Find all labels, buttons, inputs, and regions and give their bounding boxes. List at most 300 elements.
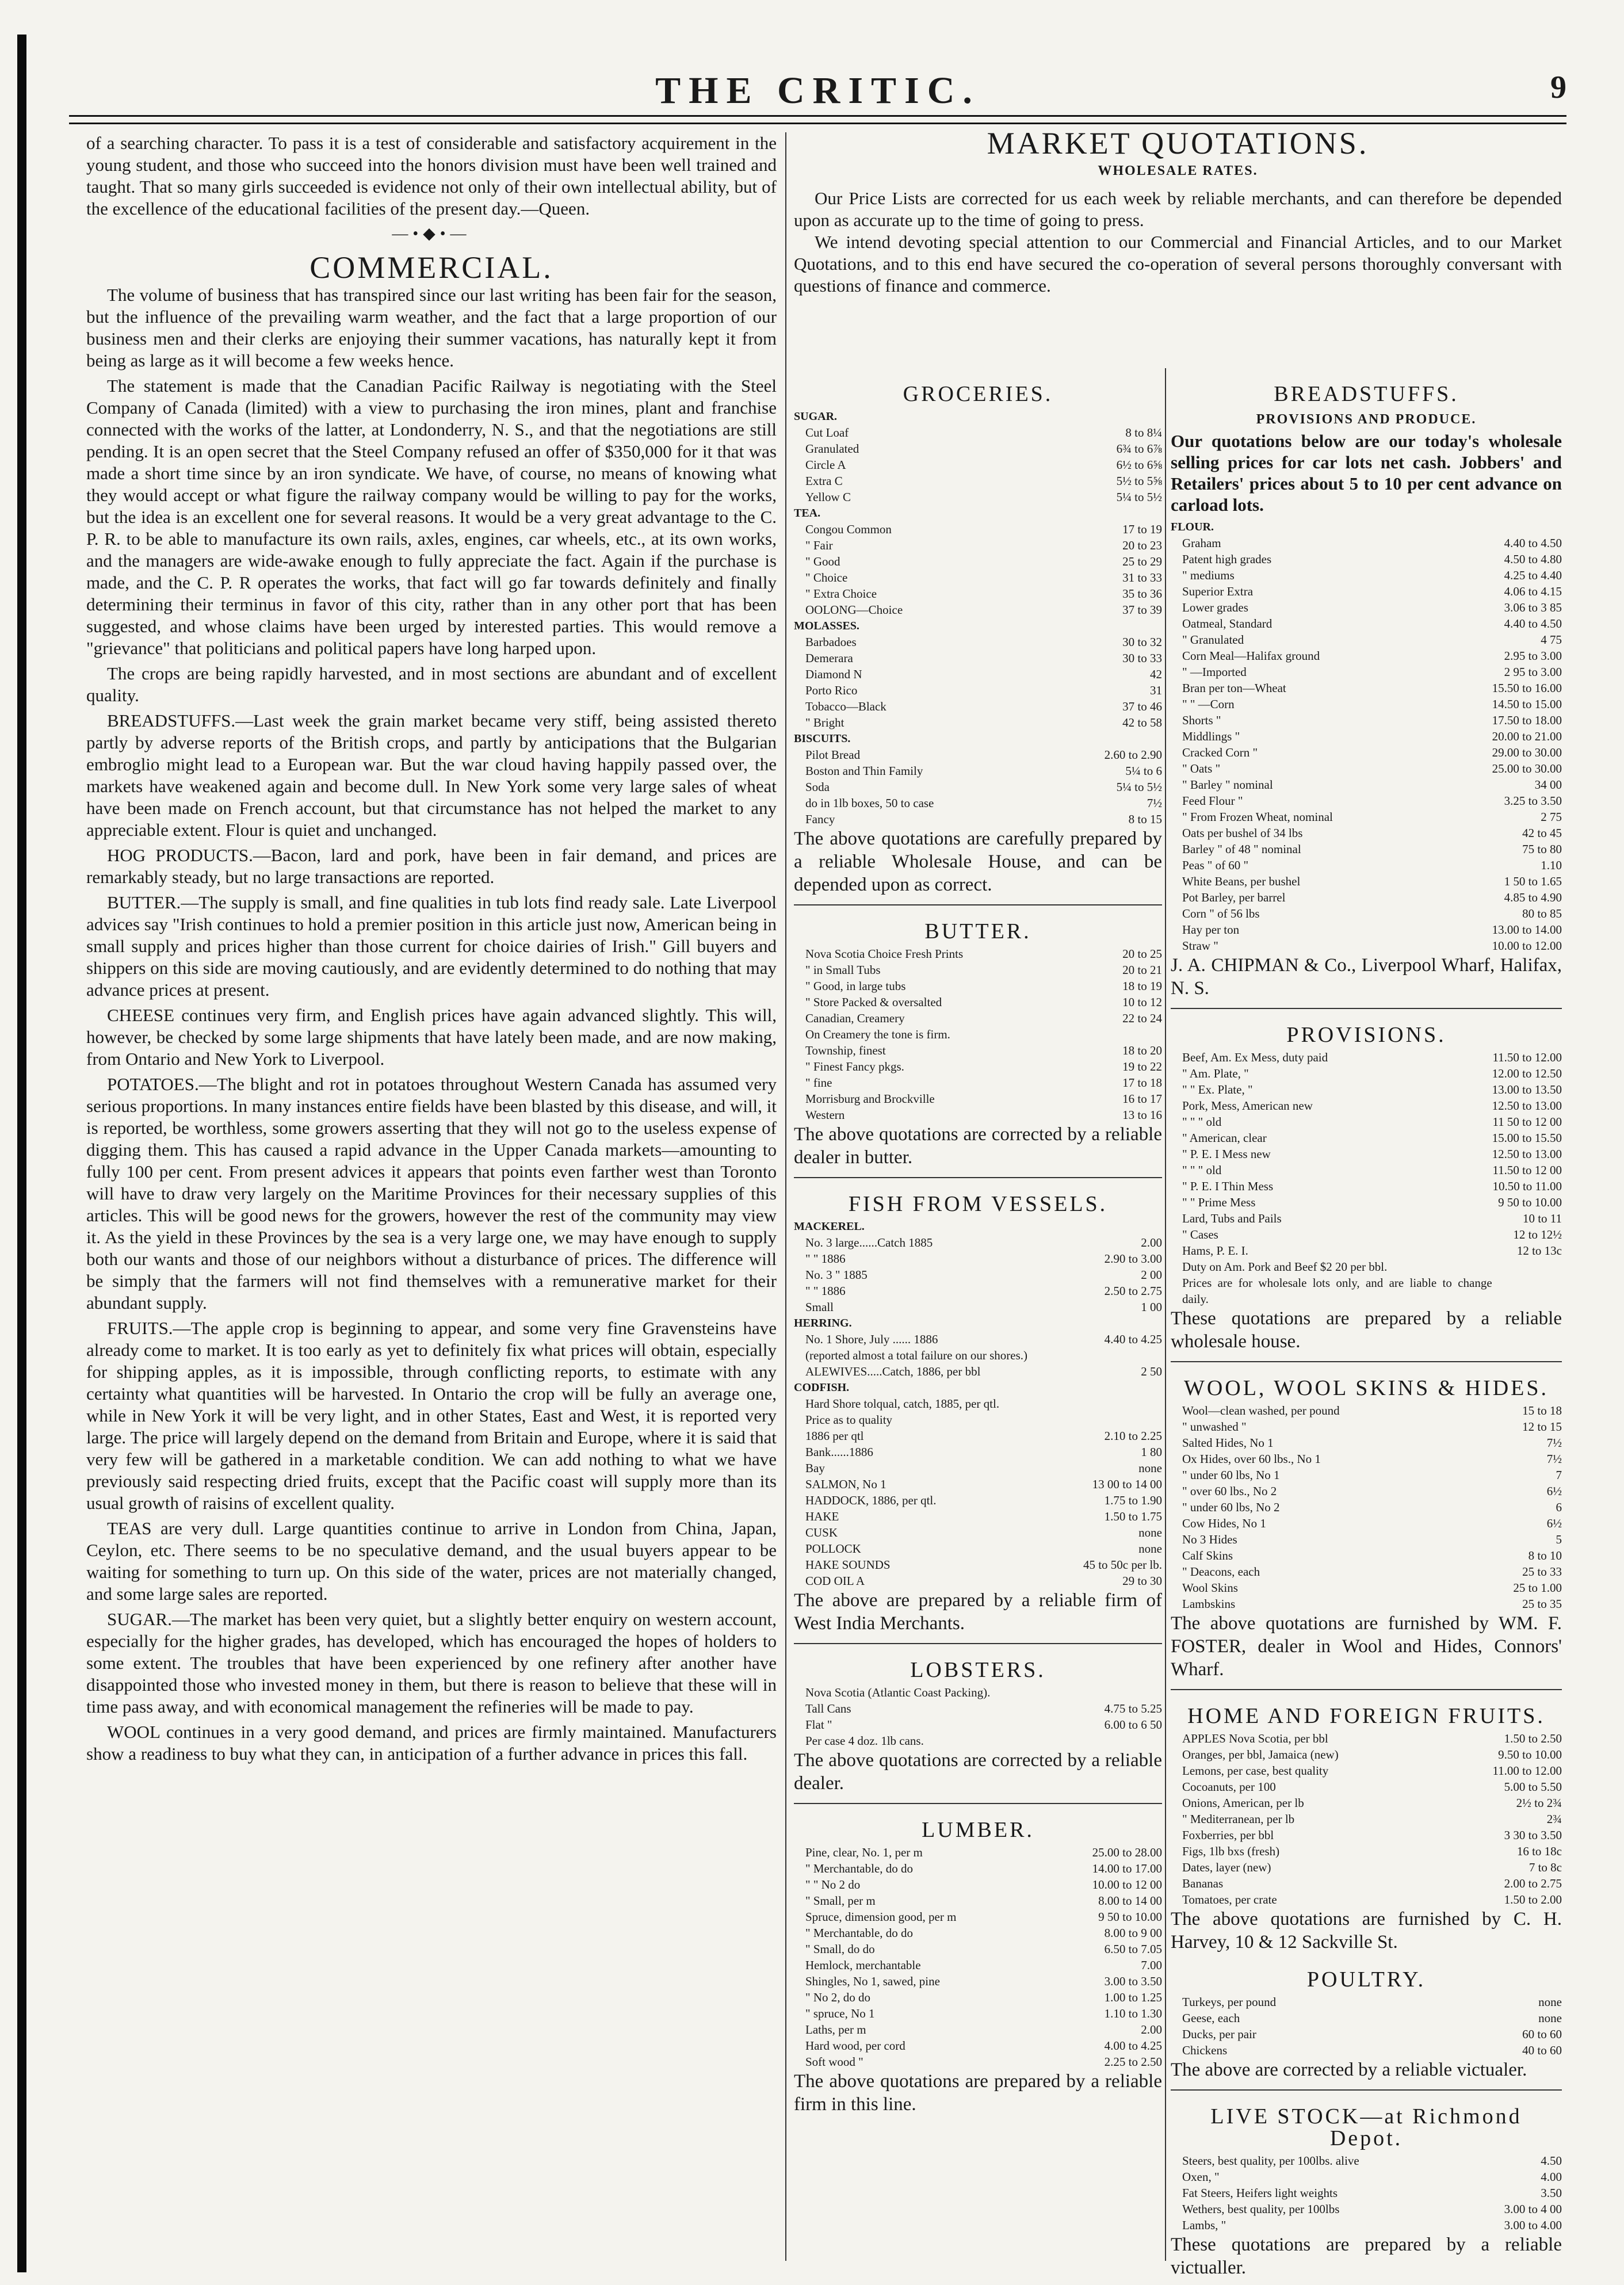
quote-item: Lambs, " <box>1182 2218 1226 2232</box>
quote-row <box>1171 1795 1562 1811</box>
quote-price: 6.50 to 7.05 <box>1104 1942 1162 1956</box>
quote-item: Prices are for wholesale lots only, and are liable to change daily. <box>1182 1276 1492 1306</box>
quote-item: " " —Corn <box>1182 697 1235 711</box>
quote-item: " Bright <box>805 716 845 729</box>
quote-price: 1.00 to 1.25 <box>1104 1990 1162 2004</box>
quote-price: 2 00 <box>1141 1268 1162 1282</box>
quote-row <box>794 682 1162 698</box>
quote-price: 4 75 <box>1541 633 1562 647</box>
quote-price: 6½ to 6⅝ <box>1116 458 1162 472</box>
provisions-table <box>1171 1049 1562 1307</box>
quote-row <box>794 1315 1162 1331</box>
quote-price: 4.00 <box>1541 2170 1562 2184</box>
lobsters-title: LOBSTERS. <box>910 1658 1046 1682</box>
market-intro-1: Our Price Lists are corrected for us each week by reliable merchants, and can therefore be depended upon as accurate up to the time of going to press. <box>794 188 1562 230</box>
quote-row <box>794 666 1162 682</box>
quote-item: Canadian, Creamery <box>805 1011 905 1025</box>
quote-price: none <box>1138 1461 1162 1475</box>
quote-item: Barbadoes <box>805 635 857 649</box>
quote-price: 34 00 <box>1534 778 1562 792</box>
quote-row <box>794 586 1162 602</box>
article-paragraph: The volume of business that has transpired since our last writing has been fair for the season, but the influence of the prevailing warm weather, and the fact that a large proportion of our business men and their clerks are enjoying their summer vacations, has naturally kept it from being as large as it will become a few weeks hence. <box>86 285 777 370</box>
quote-item: Superior Extra <box>1182 584 1254 598</box>
quote-price: 25 to 1.00 <box>1513 1581 1562 1595</box>
quote-item: Wethers, best quality, per 100lbs <box>1182 2202 1340 2216</box>
quote-row <box>794 946 1162 962</box>
quote-row <box>1171 1082 1562 1098</box>
quote-row <box>1171 1435 1562 1451</box>
quote-row <box>1171 1994 1562 2010</box>
quote-row <box>794 1299 1162 1315</box>
quote-row <box>794 1347 1162 1363</box>
quote-item: Cow Hides, No 1 <box>1182 1516 1266 1530</box>
quote-price: 8 to 8¼ <box>1125 426 1162 440</box>
quote-row <box>794 2054 1162 2070</box>
quote-item: " Small, per m <box>805 1894 876 1908</box>
quote-price: 2.00 to 2.75 <box>1504 1877 1562 1890</box>
quote-item: Steers, best quality, per 100lbs. alive <box>1182 2154 1359 2168</box>
lumber-table <box>794 1844 1162 2070</box>
quote-row <box>1171 1162 1562 1178</box>
quote-item: White Beans, per bushel <box>1182 874 1301 888</box>
quote-item: " Small, do do <box>805 1942 875 1956</box>
quote-row <box>794 698 1162 714</box>
quote-item: Peas " of 60 " <box>1182 858 1249 872</box>
page-edge <box>17 35 26 2272</box>
quote-item: Lower grades <box>1182 601 1248 614</box>
quote-price: 15.50 to 16.00 <box>1492 681 1562 695</box>
quote-price: 8.00 to 14 00 <box>1098 1894 1162 1908</box>
quote-price: 2.50 to 2.75 <box>1104 1284 1162 1298</box>
quote-price: 25.00 to 28.00 <box>1092 1845 1162 1859</box>
fruits-note: The above quotations are furnished by C. H. Harvey, 10 & 12 Sackville St. <box>1171 1909 1562 1952</box>
wool-section <box>1171 1377 1562 1681</box>
quote-price: 5¼ to 6 <box>1125 764 1162 778</box>
quote-row <box>1171 1747 1562 1763</box>
quote-item: SALMON, No 1 <box>805 1477 886 1491</box>
quote-price: 7 to 8c <box>1529 1860 1562 1874</box>
quote-price: 20.00 to 21.00 <box>1492 729 1562 743</box>
quote-price: 9 50 to 10.00 <box>1098 1910 1162 1924</box>
quote-item: ALEWIVES.....Catch, 1886, per bbl <box>805 1365 981 1378</box>
quote-item: Nova Scotia (Atlantic Coast Packing). <box>805 1686 991 1699</box>
quote-row <box>1171 1779 1562 1795</box>
quote-price: 12 to 12½ <box>1513 1228 1562 1241</box>
quote-price: none <box>1538 1995 1562 2009</box>
quote-item: No. 1 Shore, July ...... 1886 <box>805 1332 938 1346</box>
quote-item: " Mediterranean, per lb <box>1182 1812 1295 1826</box>
poultry-note: The above are corrected by a reliable victualer. <box>1171 2059 1527 2080</box>
quote-price: 2½ to 2¾ <box>1516 1796 1562 1810</box>
quote-price: 10.00 to 12.00 <box>1492 939 1562 953</box>
quote-price <box>1069 1412 1162 1428</box>
quote-row <box>794 408 1162 425</box>
quote-price: 3.25 to 3.50 <box>1504 794 1562 808</box>
article-paragraph: WOOL continues in a very good demand, and prices are firmly maintained. Manufacturers show a readiness to buy what they can, in anticipation of a further advance in prices this fall. <box>86 1722 777 1764</box>
page-number: 9 <box>1550 70 1566 105</box>
quote-item: Calf Skins <box>1182 1549 1233 1562</box>
column-rule-2 <box>1165 368 1166 2261</box>
quote-row <box>794 1460 1162 1476</box>
quote-row <box>1171 1259 1562 1275</box>
quote-item: Spruce, dimension good, per m <box>805 1910 957 1924</box>
quote-item: Granulated <box>805 442 859 456</box>
quote-item: " under 60 lbs, No 1 <box>1182 1468 1280 1482</box>
quote-row <box>794 1235 1162 1251</box>
quote-item: Duty on Am. Pork and Beef $2 20 per bbl. <box>1182 1260 1388 1274</box>
quote-price: 25.00 to 30.00 <box>1492 762 1562 775</box>
quote-item: Laths, per m <box>805 2023 866 2036</box>
quote-item: Yellow C <box>805 490 851 504</box>
quote-row <box>794 505 1162 521</box>
quote-price: 7½ <box>1147 796 1162 810</box>
quote-item: " in Small Tubs <box>805 963 881 977</box>
quote-item: Pilot Bread <box>805 748 861 762</box>
quote-item: " fine <box>805 1076 832 1090</box>
quote-item: " " 1886 <box>805 1284 846 1298</box>
quote-item: Oranges, per bbl, Jamaica (new) <box>1182 1748 1339 1761</box>
quote-item: Graham <box>1182 536 1221 550</box>
quote-item: " Extra Choice <box>805 587 877 601</box>
quote-row <box>1171 857 1562 873</box>
quote-item: Soda <box>805 780 830 794</box>
quote-price: 80 to 85 <box>1522 907 1562 920</box>
quote-item: " spruce, No 1 <box>805 2007 875 2020</box>
quote-row <box>794 779 1162 795</box>
quote-row <box>794 763 1162 779</box>
quote-row <box>794 978 1162 994</box>
quote-price <box>1054 408 1162 425</box>
quote-item: Straw " <box>1182 939 1218 953</box>
quote-item: " Am. Plate, " <box>1182 1067 1249 1080</box>
quote-row <box>794 1717 1162 1733</box>
article-paragraph: TEAS are very dull. Large quantities continue to arrive in London from China, Japan, Ceylon, etc. There seems to be no speculative demand, and the usual buyers appear to be waiting for something to turn up. On this side of the water, prices are not materially changed, and some large sales are reported. <box>86 1518 777 1604</box>
quote-row <box>794 1925 1162 1941</box>
quote-price: 11.50 to 12 00 <box>1492 1163 1562 1177</box>
lobsters-table <box>794 1684 1162 1749</box>
quote-row <box>1171 2201 1562 2217</box>
quote-price: 4.00 to 4.25 <box>1104 2039 1162 2053</box>
quote-price: 4.75 to 5.25 <box>1104 1702 1162 1715</box>
quote-row <box>794 1091 1162 1107</box>
quote-row <box>794 2038 1162 2054</box>
quote-row <box>1171 1467 1562 1483</box>
quote-item: " Good, in large tubs <box>805 979 906 993</box>
quote-row <box>794 473 1162 489</box>
quote-row <box>1171 632 1562 648</box>
quote-price: 13.00 to 14.00 <box>1492 923 1562 937</box>
quote-row <box>1171 873 1562 889</box>
quote-item: " Deacons, each <box>1182 1565 1260 1579</box>
butter-note: The above quotations are corrected by a reliable dealer in butter. <box>794 1124 1162 1168</box>
ornament: —•◆•— <box>392 225 471 243</box>
quote-row <box>1171 1811 1562 1827</box>
quote-row <box>794 1026 1162 1042</box>
quote-row <box>794 1251 1162 1267</box>
quote-item: FLOUR. <box>1171 521 1214 533</box>
quote-row <box>794 1283 1162 1299</box>
quote-row <box>794 1573 1162 1589</box>
quote-row <box>1171 793 1562 809</box>
quote-price: 7½ <box>1546 1452 1562 1466</box>
quote-price: 1 80 <box>1141 1445 1162 1459</box>
article-paragraph: BREADSTUFFS.—Last week the grain market became very stiff, being assisted thereto partly by adverse reports of the British crops, and partly by anticipations that the Bulgarian embroglio might lead to a European war. But the war cloud having happily passed over, the markets have weakened again and become dull. In New York some very large sales of wheat have been made on French account, but that circumstance has not helped the market to any appreciable extent. Flour is quiet and unchanged. <box>86 710 777 840</box>
quote-price: 6 <box>1556 1500 1562 1514</box>
quote-item: Cracked Corn " <box>1182 746 1258 759</box>
quote-row <box>794 1541 1162 1557</box>
article-paragraph: BUTTER.—The supply is small, and fine qualities in tub lots find ready sale. Late Liverpool advices say "Irish continues to hold a premier position in this article just now, American being in small supply and prices higher than those current for choice dairies of Irish." Gill buyers and shippers on this side are moving cautiously, and are evidently determined to do nothing that may advance prices at present. <box>86 892 777 1000</box>
quote-price: 20 to 23 <box>1122 538 1162 552</box>
quote-price: 6½ <box>1546 1484 1562 1498</box>
quote-item: Salted Hides, No 1 <box>1182 1436 1274 1450</box>
quote-item: Pine, clear, No. 1, per m <box>805 1845 923 1859</box>
quote-item: Tomatoes, per crate <box>1182 1893 1277 1906</box>
quote-row <box>1171 2026 1562 2042</box>
butter-title: BUTTER. <box>924 919 1031 943</box>
quote-price: 42 to 58 <box>1122 716 1162 729</box>
quote-row <box>1171 1419 1562 1435</box>
quote-price: 2.00 <box>1141 1236 1162 1250</box>
quote-row <box>794 1524 1162 1541</box>
quote-item: Patent high grades <box>1182 552 1272 566</box>
quote-item: " over 60 lbs., No 2 <box>1182 1484 1277 1498</box>
quote-item: MOLASSES. <box>794 620 859 632</box>
quote-price: 4.40 to 4.25 <box>1104 1332 1162 1346</box>
breadstuffs-table <box>1171 519 1562 954</box>
quote-item: Bay <box>805 1461 825 1475</box>
quote-row <box>1171 1049 1562 1065</box>
quote-price <box>1069 1347 1162 1363</box>
quote-item: Bananas <box>1182 1877 1224 1890</box>
quote-row <box>794 441 1162 457</box>
quote-item: Per case 4 doz. 1lb cans. <box>805 1734 924 1748</box>
quote-item: Boston and Thin Family <box>805 764 923 778</box>
quote-price: 2.95 to 3.00 <box>1504 649 1562 663</box>
quote-item: " From Frozen Wheat, nominal <box>1182 810 1333 824</box>
quote-row <box>794 1363 1162 1380</box>
quote-row <box>794 1396 1162 1412</box>
provisions-section <box>1171 1024 1562 1353</box>
quote-row <box>1171 2042 1562 2058</box>
market-quotations-header <box>794 126 1562 297</box>
quote-item: Nova Scotia Choice Fresh Prints <box>805 947 964 961</box>
left-column <box>86 132 777 1768</box>
quote-row <box>1171 1226 1562 1243</box>
quote-row <box>1171 809 1562 825</box>
quote-item: Small <box>805 1300 834 1314</box>
quote-price: 35 to 36 <box>1122 587 1162 601</box>
article-paragraph: HOG PRODUCTS.—Bacon, lard and pork, have been in fair demand, and prices are remarkably steady, but no large transactions are reported. <box>86 845 777 887</box>
quote-price: 6.00 to 6 50 <box>1104 1718 1162 1732</box>
quote-item: " Merchantable, do do <box>805 1926 914 1940</box>
article-paragraph: SUGAR.—The market has been very quiet, but a slightly better enquiry on western account, especially for the higher grades, has developed, which has encouraged the hopes of holders to some extent. The troubles that have been experienced by one refinery after another have disappointed those who invested money in them, but there is reason to believe that these will in time pass away, and with economical management the refineries will be made to pay. <box>86 1609 777 1717</box>
quote-row <box>794 811 1162 827</box>
quote-price: 1.10 to 1.30 <box>1104 2007 1162 2020</box>
quote-price: 31 to 33 <box>1122 571 1162 584</box>
quote-price <box>1054 618 1162 634</box>
right-column <box>1171 368 1562 2283</box>
quote-price: 12.00 to 12.50 <box>1492 1067 1562 1080</box>
breadstuffs-title: BREADSTUFFS. <box>1274 382 1459 406</box>
intro-paragraph: of a searching character. To pass it is a test of considerable and satisfactory acquirement in the young student, and those who succeed into the honors division must have been well trained and taught. That so many girls succeeded is evidence not only of their own intellectual ability, but of the excellence of the educational facilities of the present day.—Queen. <box>86 133 777 219</box>
quote-item: No 3 Hides <box>1182 1533 1237 1546</box>
quote-price: 14.50 to 15.00 <box>1492 697 1562 711</box>
quote-row <box>1171 535 1562 551</box>
quote-item: Porto Rico <box>805 683 858 697</box>
quote-row <box>1171 1564 1562 1580</box>
breadstuffs-note: J. A. CHIPMAN & Co., Liverpool Wharf, Halifax, N. S. <box>1171 955 1562 999</box>
quote-item: Wool—clean washed, per pound <box>1182 1404 1340 1417</box>
lumber-section <box>794 1819 1162 2116</box>
breadstuffs-subtitle: PROVISIONS AND PRODUCE. <box>1256 412 1477 427</box>
quote-row <box>794 1331 1162 1347</box>
quote-price <box>1069 1218 1162 1235</box>
quote-item: BISCUITS. <box>794 732 851 745</box>
quote-row <box>1171 1596 1562 1612</box>
quote-price <box>1069 1396 1162 1412</box>
quote-price: 12.50 to 13.00 <box>1492 1099 1562 1113</box>
quote-item: 1886 per qtl <box>805 1429 864 1443</box>
fruits-section <box>1171 1705 1562 1954</box>
quote-item: Turkeys, per pound <box>1182 1995 1277 2009</box>
quote-row <box>794 747 1162 763</box>
quote-item: " Store Packed & oversalted <box>805 995 942 1009</box>
quote-row <box>794 1941 1162 1957</box>
quote-price: 2.90 to 3.00 <box>1104 1252 1162 1266</box>
quote-row <box>794 489 1162 505</box>
quote-price: 12 to 13c <box>1516 1244 1562 1258</box>
quote-row <box>1171 1451 1562 1467</box>
quote-item: " P. E. I Mess new <box>1182 1147 1271 1161</box>
quote-row <box>794 1909 1162 1925</box>
quote-item: HAKE SOUNDS <box>805 1558 891 1572</box>
quote-price: 2.25 to 2.50 <box>1104 2055 1162 2069</box>
market-intro-2: We intend devoting special attention to our Commercial and Financial Articles, and to our Market Quotations, and to this end have secured the co-operation of several persons thoroughly conversant with questions of finance and commerce. <box>794 232 1562 296</box>
quote-row <box>1171 1146 1562 1162</box>
quote-row <box>794 457 1162 473</box>
quote-row <box>794 537 1162 553</box>
quote-item: Figs, 1lb bxs (fresh) <box>1182 1844 1280 1858</box>
quote-price: 17.50 to 18.00 <box>1492 713 1562 727</box>
quote-item: Geese, each <box>1182 2011 1240 2025</box>
quote-row <box>794 1893 1162 1909</box>
quote-price: 9.50 to 10.00 <box>1498 1748 1562 1761</box>
quote-item: " Cases <box>1182 1228 1218 1241</box>
quote-item: Shorts " <box>1182 713 1221 727</box>
quote-item: Morrisburg and Brockville <box>805 1092 935 1106</box>
quote-item: Hard wood, per cord <box>805 2039 905 2053</box>
quote-row <box>1171 567 1562 583</box>
quote-price: 40 to 60 <box>1522 2043 1562 2057</box>
quote-row <box>1171 1194 1562 1210</box>
quote-item: No. 3 " 1885 <box>805 1268 868 1282</box>
fruits-title: HOME AND FOREIGN FRUITS. <box>1187 1704 1545 1728</box>
groceries-table <box>794 408 1162 827</box>
quote-price: 16 to 17 <box>1122 1092 1162 1106</box>
quote-price: 14.00 to 17.00 <box>1092 1862 1162 1875</box>
middle-column <box>794 368 1162 2119</box>
quote-price: 18 to 19 <box>1122 979 1162 993</box>
lobsters-note: The above quotations are corrected by a reliable dealer. <box>794 1750 1162 1794</box>
quote-price: 31 <box>1150 683 1162 697</box>
quote-item: Tobacco—Black <box>805 700 886 713</box>
quote-item: " mediums <box>1182 568 1235 582</box>
quote-price: 11.50 to 12.00 <box>1492 1050 1562 1064</box>
quote-price: 25 to 35 <box>1522 1597 1562 1611</box>
quote-price: 25 to 33 <box>1522 1565 1562 1579</box>
quote-row <box>1171 1065 1562 1082</box>
quote-price: 42 <box>1150 667 1162 681</box>
quote-price: 2¾ <box>1546 1812 1562 1826</box>
groceries-title: GROCERIES. <box>903 382 1053 406</box>
quote-item: " Finest Fancy pkgs. <box>805 1060 904 1073</box>
quote-item: Wool Skins <box>1182 1581 1238 1595</box>
quote-item: do in 1lb boxes, 50 to case <box>805 796 934 810</box>
quote-item: " —Imported <box>1182 665 1247 679</box>
quote-item: " " 1886 <box>805 1252 846 1266</box>
quote-item: Oatmeal, Standard <box>1182 617 1273 631</box>
quote-row <box>1171 696 1562 712</box>
quote-row <box>1171 648 1562 664</box>
quote-row <box>794 1957 1162 1973</box>
quote-item: Hemlock, merchantable <box>805 1958 921 1972</box>
quote-item: Oxen, " <box>1182 2170 1220 2184</box>
groceries-note: The above quotations are carefully prepared by a reliable Wholesale House, and can be depended upon as correct. <box>794 828 1162 895</box>
quote-row <box>1171 938 1562 954</box>
quote-item: " Barley " nominal <box>1182 778 1273 792</box>
quote-item: On Creamery the tone is firm. <box>805 1027 950 1041</box>
quote-row <box>1171 616 1562 632</box>
quote-price: 5¼ to 5½ <box>1116 490 1162 504</box>
quote-price: 7.00 <box>1141 1958 1162 1972</box>
quote-row <box>794 1428 1162 1444</box>
page-header <box>69 69 1566 115</box>
poultry-section <box>1171 1969 1562 2081</box>
quote-price <box>1079 1733 1162 1749</box>
quote-price: 2.10 to 2.25 <box>1104 1429 1162 1443</box>
quote-price: 42 to 45 <box>1522 826 1562 840</box>
quote-price: 2.00 <box>1141 2023 1162 2036</box>
quote-item: Middlings " <box>1182 729 1240 743</box>
quote-item: OOLONG—Choice <box>805 603 903 617</box>
quote-row <box>1171 1243 1562 1259</box>
quote-row <box>794 1476 1162 1492</box>
column-rule <box>785 132 786 2261</box>
quote-row <box>794 1380 1162 1396</box>
quote-row <box>794 1218 1162 1235</box>
quote-item: " Merchantable, do do <box>805 1862 914 1875</box>
quote-price <box>1492 1275 1562 1307</box>
quote-row <box>1171 583 1562 599</box>
quote-row <box>1171 1843 1562 1859</box>
quote-row <box>1171 599 1562 616</box>
article-paragraph: CHEESE continues very firm, and English prices have again advanced slightly. This will, however, be checked by some large shipments that have lately been made, and are now making, from Ontario and New York to Liverpool. <box>86 1005 777 1069</box>
quote-item: TEA. <box>794 507 821 519</box>
quote-price: 1.50 to 1.75 <box>1104 1510 1162 1523</box>
quote-row <box>1171 841 1562 857</box>
quote-row <box>1171 1483 1562 1499</box>
quote-price: 5½ to 5⅝ <box>1116 474 1162 488</box>
quote-item: " Fair <box>805 538 833 552</box>
quote-item: Dates, layer (new) <box>1182 1860 1271 1874</box>
breadstuffs-intro: Our quotations below are our today's wholesale selling prices for car lots net cash. Jobbers' and Retailers' prices about 5 to 10 per cent advance on carload lots. <box>1171 431 1562 515</box>
quote-row <box>1171 1210 1562 1226</box>
quote-row <box>1171 1763 1562 1779</box>
quote-item: " " " old <box>1182 1115 1222 1129</box>
quote-row <box>794 1267 1162 1283</box>
quote-price: 4.50 <box>1541 2154 1562 2168</box>
quote-item: Chickens <box>1182 2043 1228 2057</box>
